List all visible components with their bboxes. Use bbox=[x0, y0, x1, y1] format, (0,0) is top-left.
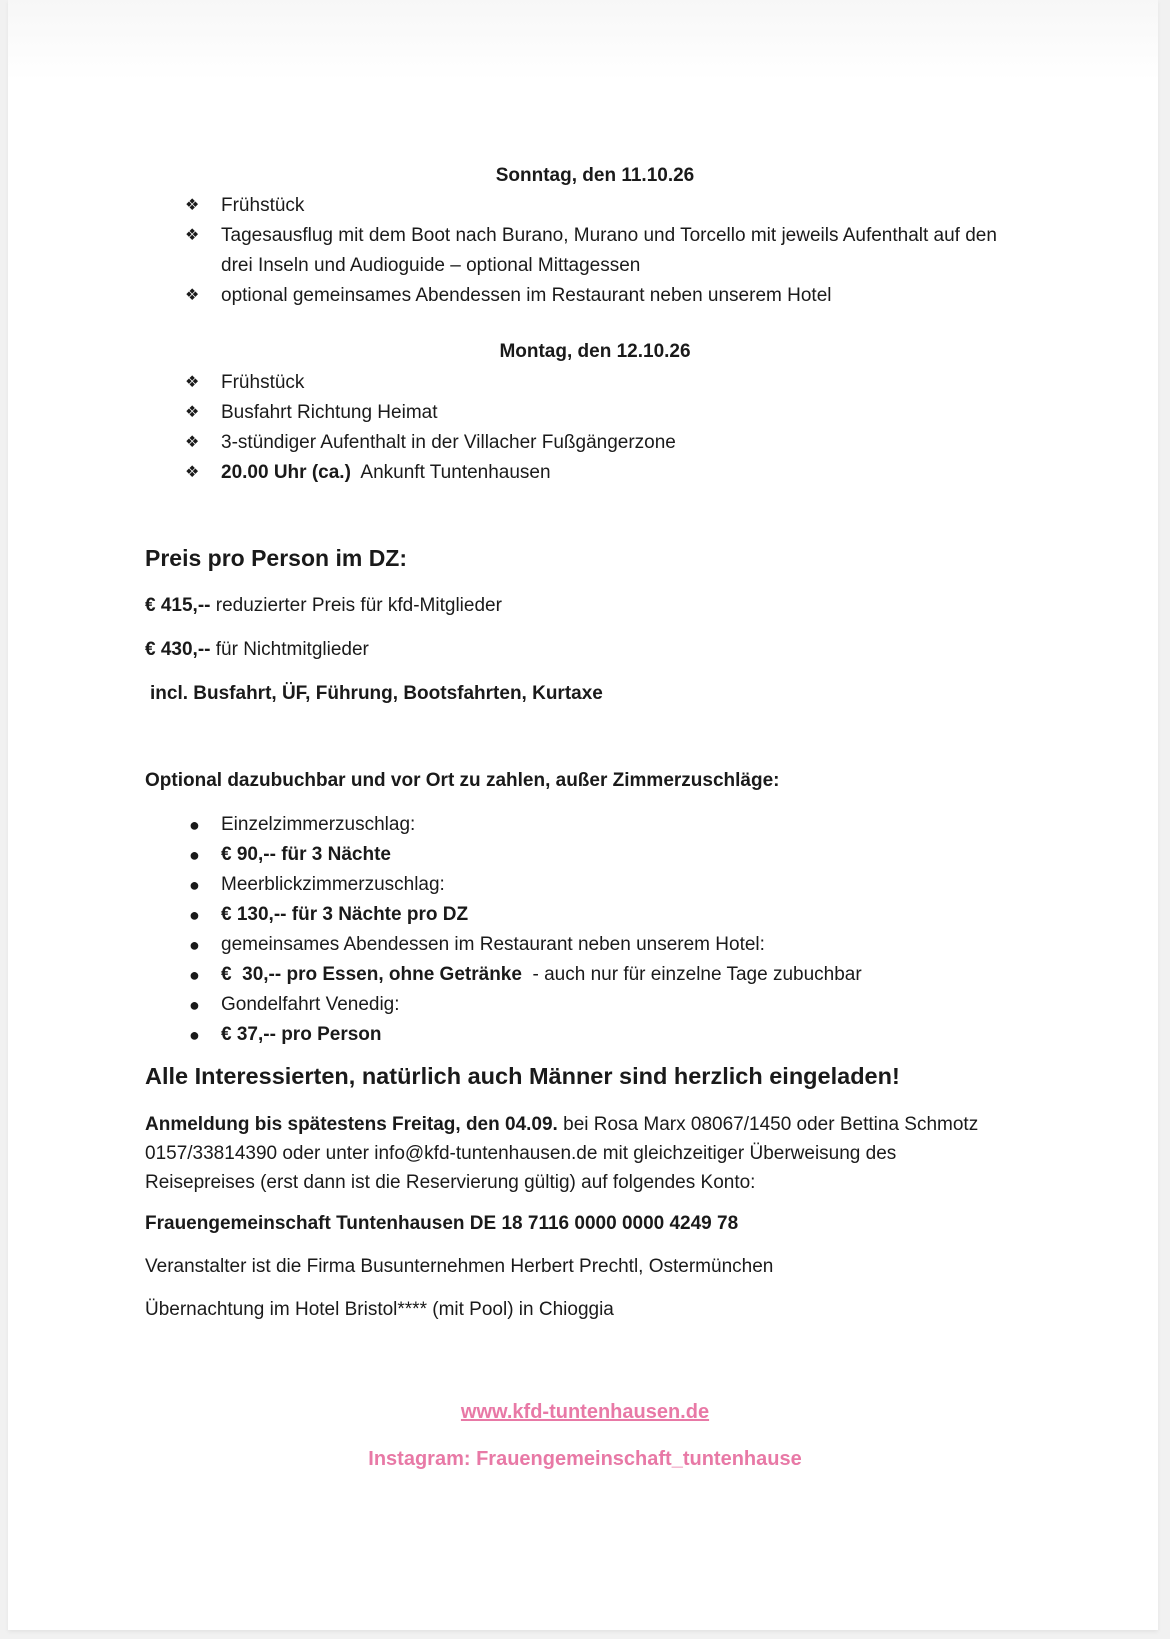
item-bold: € 90,-- für 3 Nächte bbox=[221, 844, 391, 865]
document-page bbox=[8, 0, 1158, 1630]
round-bullet-icon: ● bbox=[189, 875, 200, 895]
bank-account: Frauengemeinschaft Tuntenhausen DE 18 7116 0000 0000 4249 78 bbox=[145, 1213, 739, 1234]
item-bold: € 37,-- pro Person bbox=[221, 1024, 382, 1045]
four-diamond-bullet-icon: ❖ bbox=[185, 287, 200, 304]
price-description: für Nichtmitglieder bbox=[210, 639, 369, 660]
list-item bbox=[185, 428, 1045, 458]
list-item bbox=[185, 930, 1045, 960]
four-diamond-bullet-icon: ❖ bbox=[185, 464, 200, 481]
round-bullet-icon: ● bbox=[189, 815, 200, 835]
item-bold: € 30,-- pro Essen, ohne Getränke bbox=[221, 964, 522, 985]
item-text: 3-stündiger Aufenthalt in der Villacher Fußgängerzone bbox=[221, 432, 676, 453]
list-item bbox=[185, 900, 1045, 930]
round-bullet-icon: ● bbox=[189, 965, 200, 985]
four-diamond-bullet-icon: ❖ bbox=[185, 404, 200, 421]
item-text: Ankunft Tuntenhausen bbox=[350, 462, 551, 483]
item-bold: € 130,-- für 3 Nächte pro DZ bbox=[221, 904, 469, 925]
item-text: gemeinsames Abendessen im Restaurant neben unserem Hotel: bbox=[221, 934, 765, 955]
item-text: Meerblickzimmerzuschlag: bbox=[221, 874, 445, 895]
optional-heading: Optional dazubuchbar und vor Ort zu zahlen, außer Zimmerzuschläge: bbox=[145, 770, 780, 791]
item-text: Frühstück bbox=[221, 372, 305, 393]
price-line-nonmembers bbox=[145, 639, 369, 661]
registration-paragraph bbox=[145, 1110, 985, 1197]
item-bold: 20.00 Uhr (ca.) bbox=[221, 462, 351, 483]
list-item bbox=[185, 840, 1045, 870]
list-item bbox=[185, 458, 1045, 488]
list-item bbox=[185, 281, 1045, 311]
item-text: - auch nur für einzelne Tage zubuchbar bbox=[521, 964, 862, 985]
list-item bbox=[185, 990, 1045, 1020]
website-link[interactable]: www.kfd-tuntenhausen.de bbox=[460, 1401, 710, 1423]
organizer-info: Veranstalter ist die Firma Busunternehmen Herbert Prechtl, Ostermünchen bbox=[145, 1256, 774, 1277]
footer-instagram: Instagram: Frauengemeinschaft_tuntenhause bbox=[368, 1448, 802, 1470]
item-text: Einzelzimmerzuschlag: bbox=[221, 814, 416, 835]
list-item bbox=[185, 191, 1045, 221]
item-text: Busfahrt Richtung Heimat bbox=[221, 402, 438, 423]
round-bullet-icon: ● bbox=[189, 845, 200, 865]
item-text: Tagesausflug mit dem Boot nach Burano, Murano und Torcello mit jeweils Aufenthalt auf den drei Inseln und Audioguide – optional Mittagessen bbox=[221, 225, 997, 276]
list-item bbox=[185, 368, 1045, 398]
invitation-heading: Alle Interessierten, natürlich auch Männer sind herzlich eingeladen! bbox=[145, 1063, 900, 1089]
day-heading-sunday: Sonntag, den 11.10.26 bbox=[495, 165, 695, 186]
round-bullet-icon: ● bbox=[189, 905, 200, 925]
sunday-itinerary-list bbox=[185, 191, 1045, 311]
four-diamond-bullet-icon: ❖ bbox=[185, 197, 200, 214]
item-text: optional gemeinsames Abendessen im Restaurant neben unserem Hotel bbox=[221, 285, 832, 306]
round-bullet-icon: ● bbox=[189, 935, 200, 955]
round-bullet-icon: ● bbox=[189, 995, 200, 1015]
item-text: Gondelfahrt Venedig: bbox=[221, 994, 400, 1015]
list-item bbox=[185, 221, 1045, 281]
price-description: reduzierter Preis für kfd-Mitglieder bbox=[210, 595, 502, 616]
optional-extras-list bbox=[185, 810, 1045, 1050]
list-item bbox=[185, 398, 1045, 428]
round-bullet-icon: ● bbox=[189, 1025, 200, 1045]
list-item bbox=[185, 960, 1045, 990]
list-item bbox=[185, 1020, 1045, 1050]
registration-details: bei Rosa Marx 08067/1450 oder Bettina Schmotz 0157/33814390 oder unter info@kfd-tuntenhausen.de mit gleichzeitiger Überweisung des Reisepreises (erst dann ist die Reservierung gültig) auf folgendes Konto: bbox=[145, 1114, 979, 1193]
four-diamond-bullet-icon: ❖ bbox=[185, 434, 200, 451]
accommodation-info: Übernachtung im Hotel Bristol**** (mit Pool) in Chioggia bbox=[145, 1299, 614, 1320]
monday-itinerary-list bbox=[185, 368, 1045, 488]
four-diamond-bullet-icon: ❖ bbox=[185, 227, 200, 244]
price-inclusions: incl. Busfahrt, ÜF, Führung, Bootsfahrten, Kurtaxe bbox=[150, 683, 603, 704]
price-line-members bbox=[145, 595, 502, 617]
price-value: € 430,-- bbox=[145, 639, 211, 660]
item-text: Frühstück bbox=[221, 195, 305, 216]
day-heading-monday: Montag, den 12.10.26 bbox=[499, 341, 691, 362]
registration-deadline: Anmeldung bis spätestens Freitag, den 04.09. bbox=[145, 1114, 558, 1135]
footer-website bbox=[0, 1401, 1170, 1424]
price-value: € 415,-- bbox=[145, 595, 211, 616]
list-item bbox=[185, 870, 1045, 900]
four-diamond-bullet-icon: ❖ bbox=[185, 374, 200, 391]
pricing-heading: Preis pro Person im DZ: bbox=[145, 545, 408, 571]
page-top-fade bbox=[8, 0, 1158, 80]
list-item bbox=[185, 810, 1045, 840]
